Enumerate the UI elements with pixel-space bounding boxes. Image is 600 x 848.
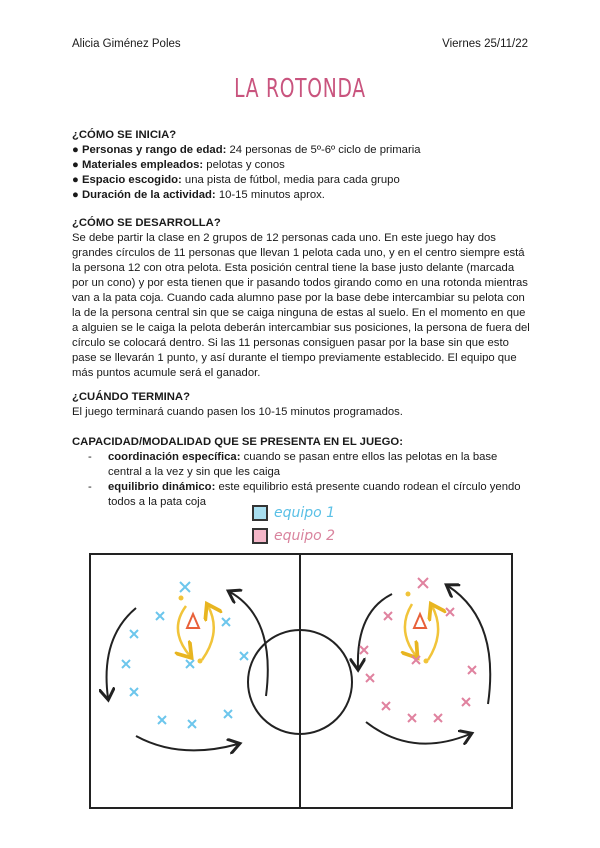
team-2-players — [360, 578, 476, 722]
cone-icon — [414, 614, 426, 628]
legend-team-1 — [252, 505, 335, 521]
cone-icon — [187, 614, 199, 628]
team-2-label: equipo 2 — [274, 528, 336, 544]
date: Viernes 25/11/22 — [442, 38, 528, 50]
ball — [179, 596, 184, 601]
inicia-heading: ¿CÓMO SE INICIA? — [72, 129, 177, 141]
ball — [198, 659, 203, 664]
inicia-item: ● Duración de la actividad: 10-15 minutos aprox. — [72, 189, 325, 201]
page-title: LA ROTONDA — [234, 74, 366, 104]
inicia-item: ● Personas y rango de edad: 24 personas de 5º-6º ciclo de primaria — [72, 144, 421, 156]
field-diagram — [0, 548, 600, 818]
pass-arrow — [405, 604, 416, 656]
ball — [406, 592, 411, 597]
team-1-swatch — [252, 505, 268, 521]
rotation-arrow — [107, 608, 136, 698]
team-1-label: equipo 1 — [274, 505, 336, 521]
capacidad-item: - equilibrio dinámico: este equilibrio está presente cuando rodean el círculo yendo todos a la pata coja — [88, 481, 521, 508]
legend-team-2 — [252, 528, 335, 544]
rotation-arrow — [358, 594, 392, 668]
rotation-arrow — [136, 736, 238, 750]
capacidad-item: - coordinación específica: cuando se pasan entre ellos las pelotas en la base central a la vez y sin que les caiga — [88, 451, 498, 478]
section-inicia — [72, 128, 532, 203]
inicia-item: ● Espacio escogido: una pista de fútbol, media para cada grupo — [72, 174, 400, 186]
pass-arrow — [202, 606, 214, 660]
ball — [424, 659, 429, 664]
pass-arrow — [178, 606, 190, 656]
pass-arrow — [428, 606, 438, 660]
termina-text: El juego terminará cuando pasen los 10-15 minutos programados. — [72, 406, 403, 418]
termina-heading: ¿CUÁNDO TERMINA? — [72, 391, 190, 403]
inicia-item: ● Materiales empleados: pelotas y conos — [72, 159, 285, 171]
team-1-players — [122, 582, 248, 728]
rotation-arrow — [448, 586, 490, 704]
section-desarrolla — [72, 216, 532, 381]
team-2-swatch — [252, 528, 268, 544]
section-termina — [72, 390, 532, 420]
section-capacidad — [72, 435, 532, 510]
desarrolla-heading: ¿CÓMO SE DESARROLLA? — [72, 217, 221, 229]
capacidad-heading: CAPACIDAD/MODALIDAD QUE SE PRESENTA EN EL JUEGO: — [72, 436, 403, 448]
rotation-arrow — [366, 722, 470, 744]
author: Alicia Giménez Poles — [72, 38, 181, 50]
desarrolla-text: Se debe partir la clase en 2 grupos de 12 personas cada uno. En este juego hay dos grandes círculos de 11 personas que llevan 1 pelota cada uno, y en el centro siempre está la persona 12 con otra pelota. Esta posición central tiene la base justo delante (marcada por un cono) y por esta tienen que ir pasando todos girando como en una rotonda mientras van a la pata coja. Cuando cada alumno pase por la base debe intercambiar su pelota con la de la persona central sin que se caiga ninguna de estas al suelo. En el momento en que a alguien se le caiga la pelota deberán intercambiar sus posiciones, la persona de fuera del círculo se colocará dentro. Si las 11 personas consiguen pasar por la base sin que esto pase se llevarán 1 punto, y así durante el tiempo previamente establecido. El equipo que más puntos acumule será el ganador. — [72, 232, 530, 379]
